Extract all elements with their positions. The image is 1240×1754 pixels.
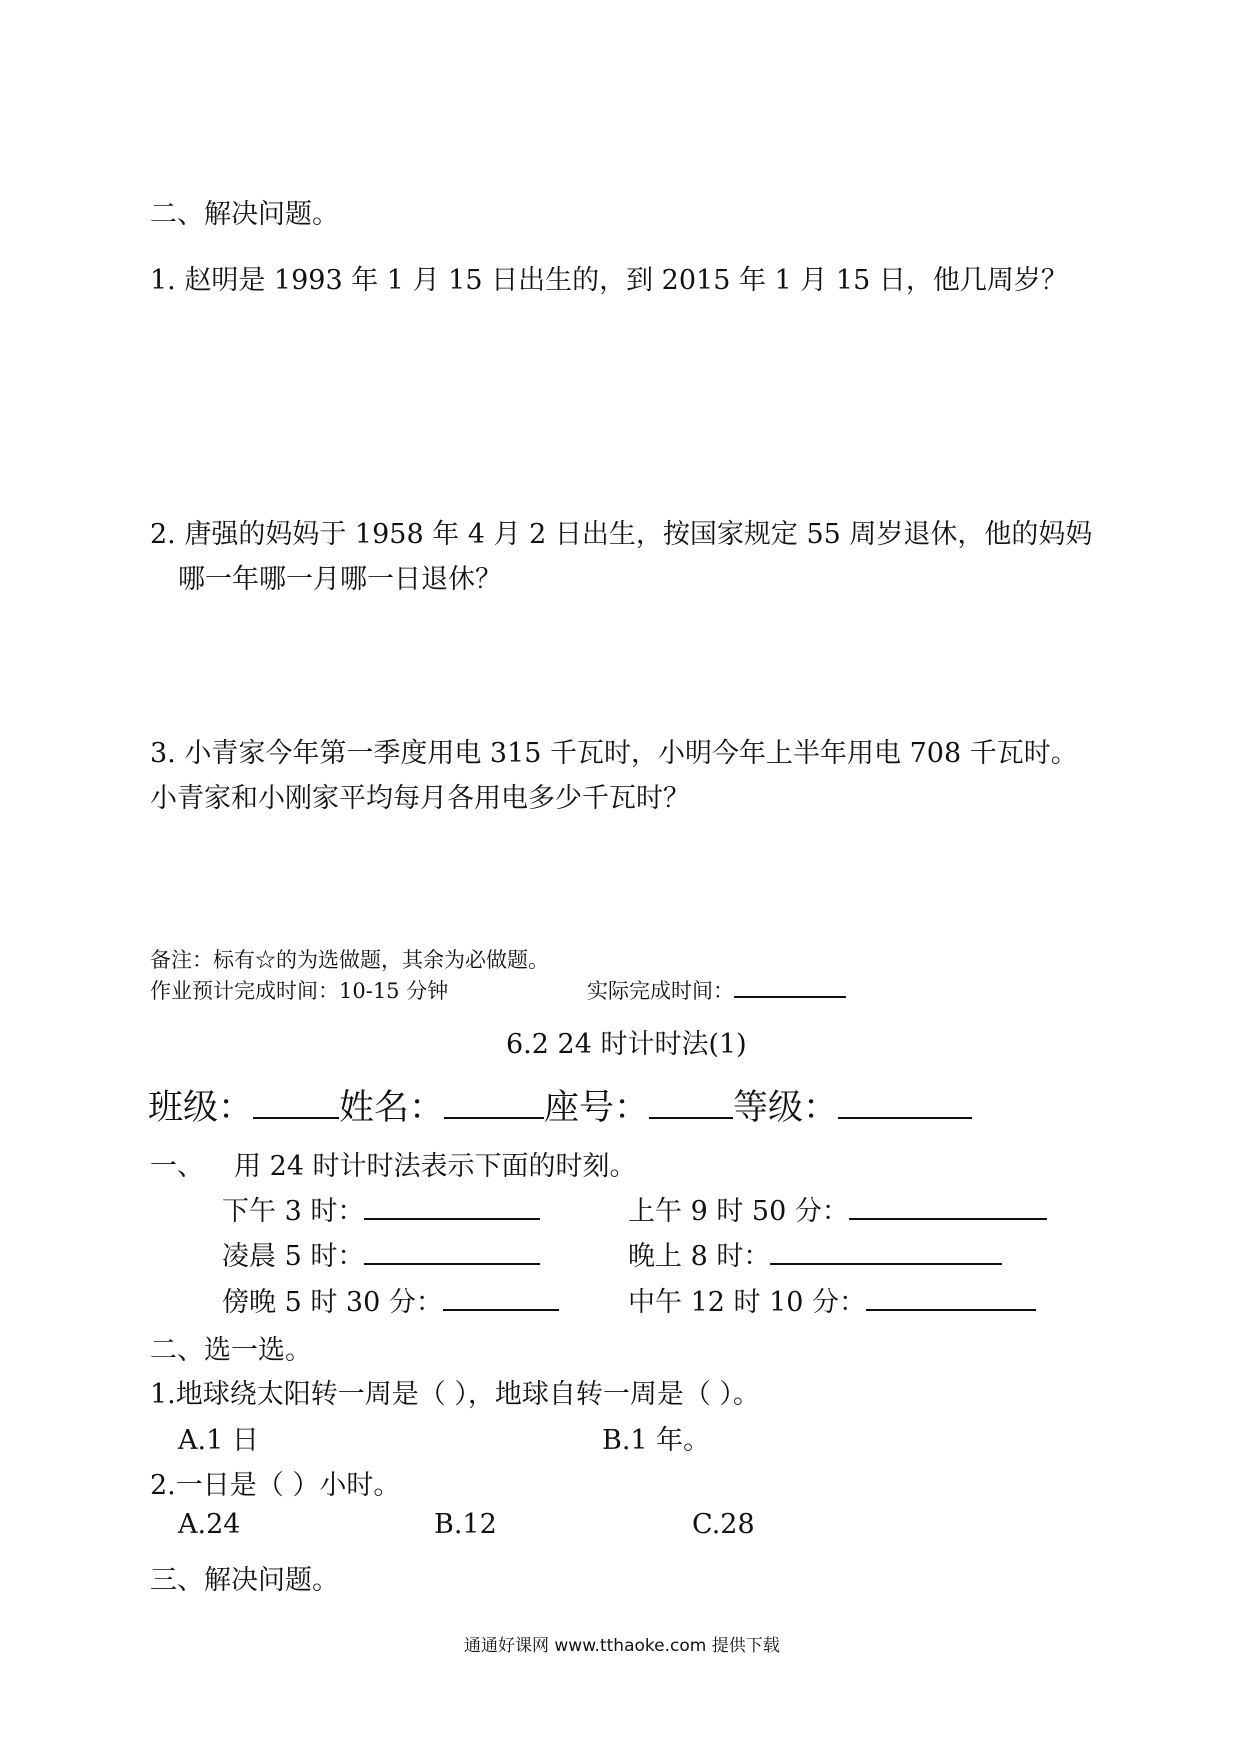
- name-blank[interactable]: [444, 1116, 544, 1119]
- mc2-option-c[interactable]: C.28: [692, 1509, 755, 1540]
- part1-heading: [150, 1144, 637, 1183]
- mc1-option-a[interactable]: A.1 日: [178, 1425, 259, 1456]
- time-label: 下午 3 时：: [222, 1196, 365, 1227]
- name-label: 姓名：: [339, 1088, 445, 1128]
- answer-blank[interactable]: [364, 1217, 540, 1220]
- time-item-3: [222, 1234, 540, 1273]
- actual-time-blank[interactable]: [734, 995, 846, 998]
- question-2-line-2: 哪一年哪一月哪一日退休？: [178, 564, 502, 595]
- section2-heading: 二、解决问题。: [150, 199, 339, 230]
- grade-label: 等级：: [733, 1088, 839, 1128]
- actual-time-label: 实际完成时间：: [587, 979, 734, 1003]
- seat-blank[interactable]: [649, 1116, 733, 1119]
- page-footer: 通通好课网 www.tthaoke.com 提供下载: [464, 1636, 780, 1656]
- actual-time: [587, 975, 846, 1005]
- part3-heading: 三、解决问题。: [150, 1565, 339, 1596]
- note: 备注：标有☆的为选做题，其余为必做题。: [150, 948, 549, 972]
- question-2-line-1: 2. 唐强的妈妈于 1958 年 4 月 2 日出生，按国家规定 55 周岁退休，他的妈妈: [150, 519, 1093, 550]
- student-info: [148, 1080, 972, 1130]
- mc2-option-a[interactable]: A.24: [178, 1509, 241, 1540]
- time-label: 凌晨 5 时：: [222, 1241, 365, 1272]
- mc2-option-b[interactable]: B.12: [434, 1509, 497, 1540]
- question-3-line-2: 小青家和小刚家平均每月各用电多少千瓦时？: [150, 783, 690, 814]
- estimated-time: 作业预计完成时间：10-15 分钟: [150, 979, 449, 1003]
- time-item-2: [628, 1189, 1047, 1228]
- time-label: 中午 12 时 10 分：: [628, 1287, 867, 1318]
- part2-heading: 二、选一选。: [150, 1335, 312, 1366]
- time-label: 晚上 8 时：: [628, 1241, 771, 1272]
- seat-label: 座号：: [544, 1088, 650, 1128]
- answer-blank[interactable]: [849, 1217, 1047, 1220]
- answer-blank[interactable]: [770, 1262, 1002, 1265]
- answer-blank[interactable]: [866, 1308, 1036, 1311]
- mc1-option-b[interactable]: B.1 年。: [602, 1425, 711, 1456]
- class-blank[interactable]: [253, 1116, 339, 1119]
- class-label: 班级：: [148, 1088, 254, 1128]
- mc-question-1: 1.地球绕太阳转一周是（ ），地球自转一周是（ ）。: [150, 1379, 760, 1410]
- time-label: 傍晚 5 时 30 分：: [222, 1287, 443, 1318]
- part1-number: 一、: [150, 1151, 204, 1182]
- grade-blank[interactable]: [838, 1116, 972, 1119]
- mc-question-2: 2.一日是（ ）小时。: [150, 1470, 401, 1501]
- time-item-5: [222, 1280, 559, 1319]
- time-item-1: [222, 1189, 540, 1228]
- time-label: 上午 9 时 50 分：: [628, 1196, 849, 1227]
- question-3-line-1: 3. 小青家今年第一季度用电 315 千瓦时，小明今年上半年用电 708 千瓦时。: [150, 738, 1078, 769]
- lesson-title: 6.2 24 时计时法(1): [506, 1029, 747, 1060]
- answer-blank[interactable]: [364, 1262, 540, 1265]
- part1-text: 用 24 时计时法表示下面的时刻。: [234, 1151, 637, 1182]
- time-item-6: [628, 1280, 1036, 1319]
- question-1: 1. 赵明是 1993 年 1 月 15 日出生的，到 2015 年 1 月 15 日，他几周岁？: [150, 265, 1068, 296]
- answer-blank[interactable]: [443, 1308, 559, 1311]
- time-item-4: [628, 1234, 1002, 1273]
